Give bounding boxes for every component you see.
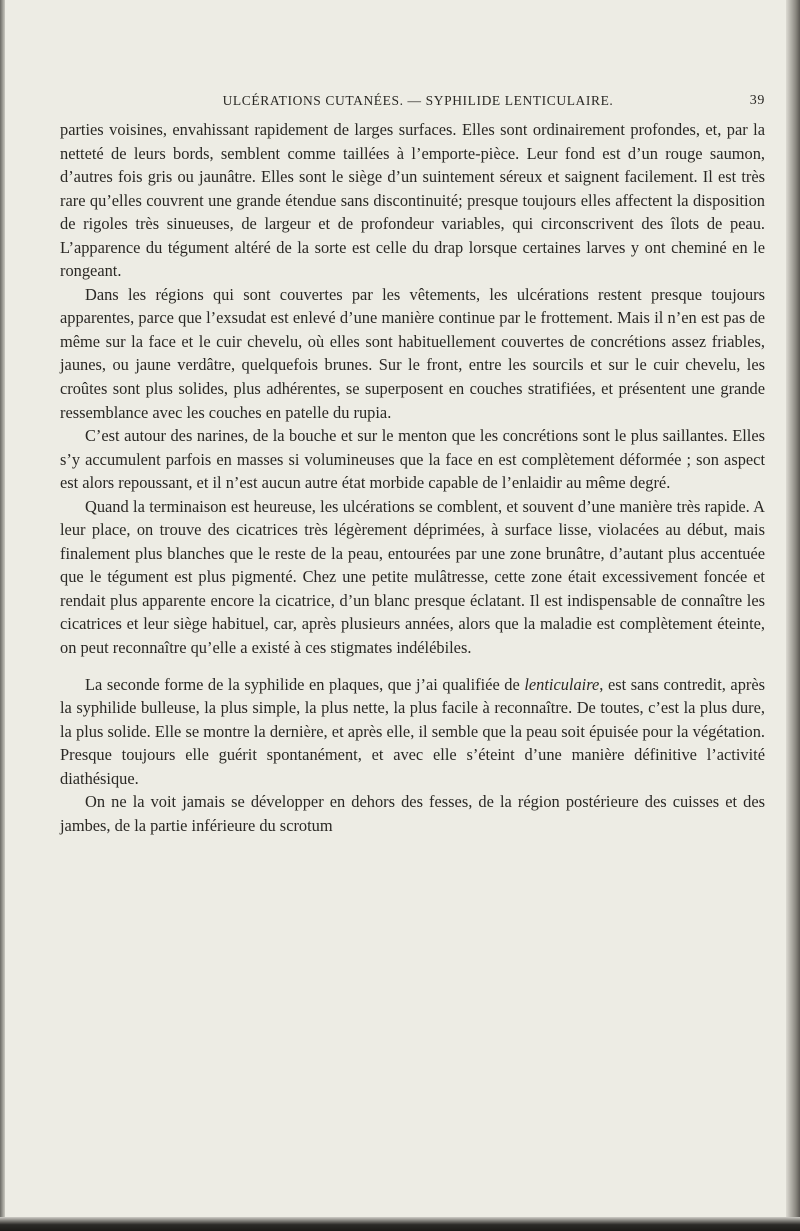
paragraph-text-start: La seconde forme de la syphilide en plaques, que j’ai qualifiée de [85, 674, 525, 694]
paragraph-healing-scars: Quand la terminaison est heureuse, les ulcérations se comblent, et souvent d’une manière très rapide. A leur place, on trouve des cicatrices très légèrement déprimées, à surface lisse, violacées au début, mais finalement plus blanches que le reste de la peau, entourées par une zone brunâtre, d’autant plus accentuée que le tégument est plus pigmenté. Chez une petite mulâtresse, cette zone était excessivement foncée et rendait plus apparente encore la cicatrice, d’un blanc presque éclatant. Il est indispensable de connaître les cicatrices et leur siège habituel, car, après plusieurs années, alors que la maladie est complètement éteinte, on peut reconnaître qu’elle a existé à ces stigmates indélébiles. [60, 496, 765, 658]
paragraph-lenticular-form [60, 673, 765, 791]
paragraph-clothing-regions: Dans les régions qui sont couvertes par les vêtements, les ulcérations restent presque toujours apparentes, parce que l’exsudat est enlevé d’une manière continue par le frottement. Mais il n’en est pas de même sur la face et le cuir chevelu, où elles sont habituellement couvertes de concrétions assez friables, jaunes, ou jaune verdâtre, quelquefois brunes. Sur le front, entre les sourcils et sur le cuir chevelu, les croûtes sont plus solides, plus adhérentes, se superposent en couches stratifiées, et présentent une grande ressemblance avec les couches en patelle du rupia. [60, 284, 765, 422]
paragraph-localization: On ne la voit jamais se développer en dehors des fesses, de la région postérieure des cuisses et des jambes, de la partie inférieure du scrotum [60, 792, 765, 835]
italic-term: lenticulaire [524, 674, 600, 694]
page-bottom-shadow [0, 1217, 800, 1231]
body-text [60, 118, 765, 837]
paragraph-continued: parties voisines, envahissant rapidement de larges surfaces. Elles sont ordinairement profondes, et, par la netteté de leurs bords, semblent comme taillées à l’emporte-pièce. Leur fond est d’un rouge saumon, d’autres fois gris ou jaunâtre. Elles sont le siège d’un suintement séreux et saignent facilement. Il est très rare qu’elles couvrent une grande étendue sans discontinuité; presque toujours elles affectent la disposition de rigoles très sinueuses, de largeur et de profondeur variables, qui circonscrivent des îlots de peau. L’apparence du tégument altéré de la sorte est celle du drap lorsque certaines larves y ont cheminé en le rongeant. [60, 120, 765, 281]
page-left-shadow [0, 0, 5, 1231]
page-right-shadow [786, 0, 800, 1231]
running-head: ULCÉRATIONS CUTANÉES. — SYPHILIDE LENTICULAIRE. [222, 93, 614, 108]
paragraph-concretions: C’est autour des narines, de la bouche et sur le menton que les concrétions sont le plus saillantes. Elles s’y accumulent parfois en masses si volumineuses que la face en est complètement déformée ; son aspect est alors repoussant, et il n’est aucun autre état morbide capable de l’enlaidir au même degré. [60, 426, 765, 493]
page-number: 39 [749, 93, 765, 108]
page-header [60, 93, 765, 113]
paragraph-text-end: , est sans contredit, après la syphilide bulleuse, la plus simple, la plus nette, la plus facile à reconnaître. De toutes, c’est la plus dure, la plus solide. Elle se montre la dernière, et après elle, il semble que la peau soit épuisée pour la végétation. Presque toujours elle guérit spontanément, et avec elle s’éteint d’une manière définitive l’activité diathésique. [60, 674, 766, 788]
